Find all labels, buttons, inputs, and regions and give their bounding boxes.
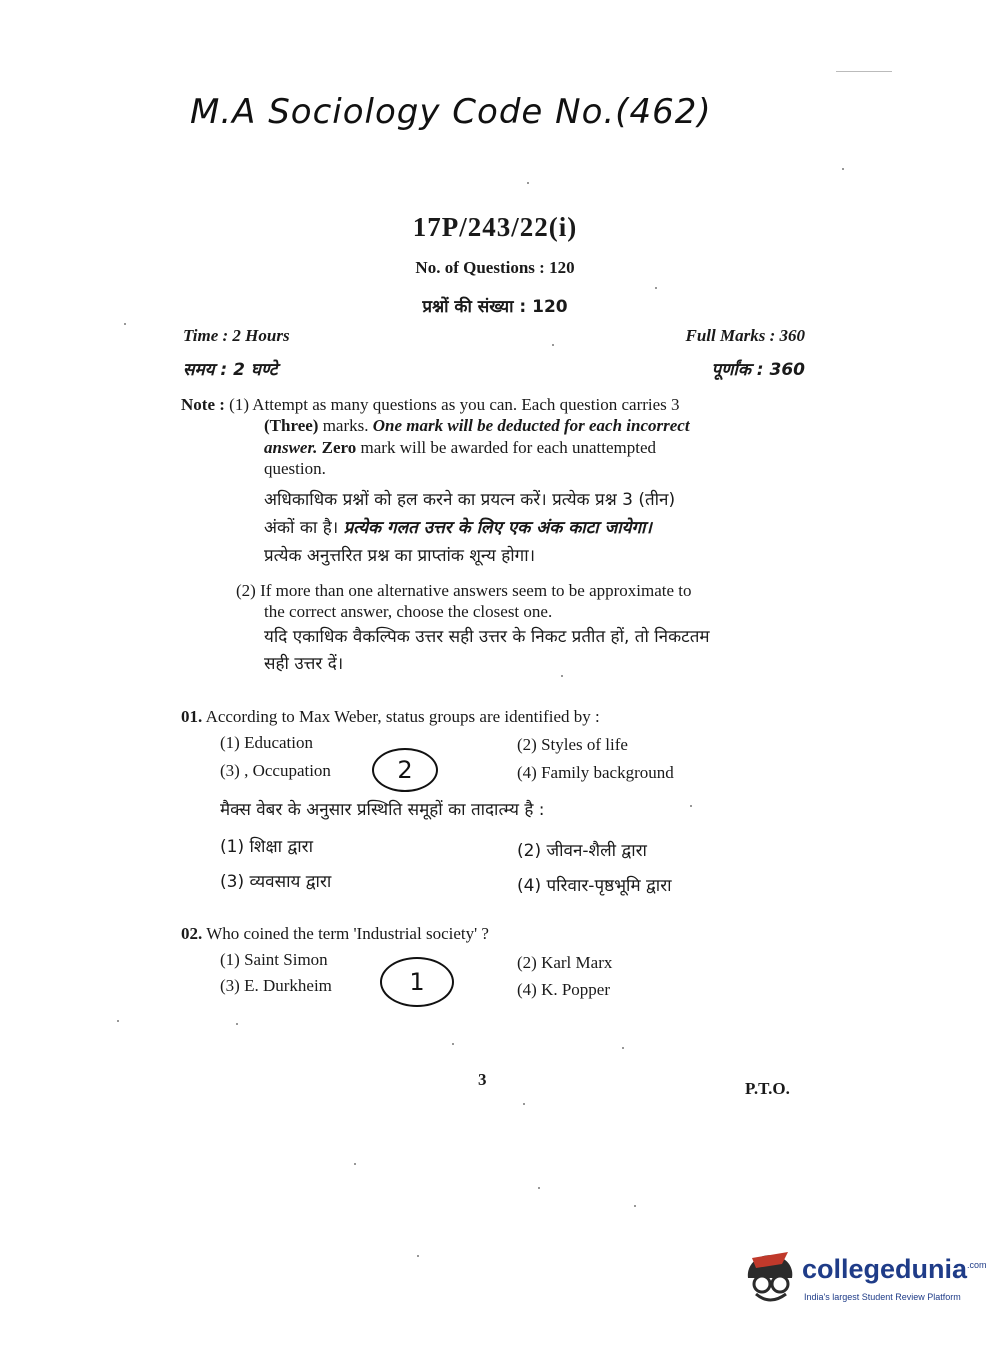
q01-handwritten-answer-circle [372,748,438,792]
q01-option-1: (1) Education [220,733,313,752]
note-label: Note : [181,395,225,414]
note-1-hindi-line-3: प्रत्येक अनुत्तरित प्रश्न का प्राप्तांक शून्य होगा। [264,546,536,566]
q01-hindi-option-2: (2) जीवन-शैली द्वारा [517,841,647,861]
note-1-line-4: question. [264,459,326,478]
q02-option-2: (2) Karl Marx [517,953,613,972]
question-01 [181,706,801,727]
q02-option-1: (1) Saint Simon [220,950,328,969]
time-en: Time : 2 Hours [183,326,290,345]
question-02-number: 02. [181,924,203,943]
collegedunia-brand-name [802,1254,987,1285]
full-marks-hi: पूर्णांक : 360 [711,360,805,380]
note-2-number: (2) [236,581,256,600]
question-01-hindi-text: मैक्स वेबर के अनुसार प्रस्थिति समूहों का तादात्म्य है : [220,800,545,820]
note-2-line-1 [236,580,816,601]
collegedunia-mascot-icon [742,1248,798,1310]
q01-option-2: (2) Styles of life [517,735,628,754]
note-section [181,394,811,415]
note-2-hindi-line-2: सही उत्तर दें। [264,654,344,674]
question-count-hi: प्रश्नों की संख्या : 120 [422,297,568,317]
q02-option-4: (4) K. Popper [517,980,611,999]
note-1-marks-text: marks. [318,416,373,435]
note-1-number: (1) [229,395,249,414]
collegedunia-tagline: India's largest Student Review Platform [804,1292,961,1302]
q01-option-4: (4) Family background [517,763,674,782]
note-2-text-1: If more than one alternative answers seem to be approximate to [260,581,692,600]
note-1-deduction: One mark will be deducted for each incorrect [372,416,690,435]
q02-handwritten-answer-circle [380,957,454,1007]
full-marks-en: Full Marks : 360 [685,326,805,345]
q01-hindi-option-4: (4) परिवार-पृष्ठभूमि द्वारा [517,876,672,896]
q02-handwritten-answer: 1 [409,968,425,996]
note-1-unattempted: mark will be awarded for each unattempted [356,438,656,457]
question-count-en: No. of Questions : 120 [415,258,575,277]
note-1-line-3 [264,437,809,458]
brand-text: collegedunia [802,1254,968,1284]
note-1-zero: Zero [317,438,357,457]
note-2-line-2: the correct answer, choose the closest one. [264,602,553,621]
note-1-hindi-line-1: अधिकाधिक प्रश्नों को हल करने का प्रयत्न करें। प्रत्येक प्रश्न 3 (तीन) [264,490,676,510]
top-rule [836,71,892,72]
page-number: 3 [478,1070,487,1089]
note-1-hindi-deduction: प्रत्येक गलत उत्तर के लिए एक अंक काटा जायेगा। [343,518,652,538]
time-hi: समय : 2 घण्टे [183,360,278,380]
q02-option-3: (3) E. Durkheim [220,976,332,995]
note-1-hindi-2a: अंकों का है। [264,518,344,538]
question-01-text: According to Max Weber, status groups are identified by : [205,707,600,726]
q01-hindi-option-3: (3) व्यवसाय द्वारा [220,872,332,892]
handwritten-course-title: M.A Sociology Code No.(462) [190,92,712,132]
note-1-line-1: Attempt as many questions as you can. Each question carries 3 [252,395,680,414]
collegedunia-watermark [742,1246,987,1316]
q01-handwritten-answer: 2 [397,756,413,784]
question-02-text: Who coined the term 'Industrial society' ? [206,924,489,943]
paper-code: 17P/243/22(i) [412,212,578,242]
q01-hindi-option-1: (1) शिक्षा द्वारा [220,837,313,857]
note-2-hindi-line-1: यदि एकाधिक वैकल्पिक उत्तर सही उत्तर के निकट प्रतीत हों, तो निकटतम [264,627,710,647]
note-1-answer: answer. [264,438,318,457]
brand-suffix: .com [967,1260,987,1270]
note-1-line-2 [264,415,809,436]
question-01-number: 01. [181,707,203,726]
q01-option-3: (3) , Occupation [220,761,331,780]
note-1-hindi-line-2 [264,514,824,542]
question-02 [181,923,801,944]
pto-label: P.T.O. [745,1079,790,1098]
note-1-three: (Three) [264,416,319,435]
